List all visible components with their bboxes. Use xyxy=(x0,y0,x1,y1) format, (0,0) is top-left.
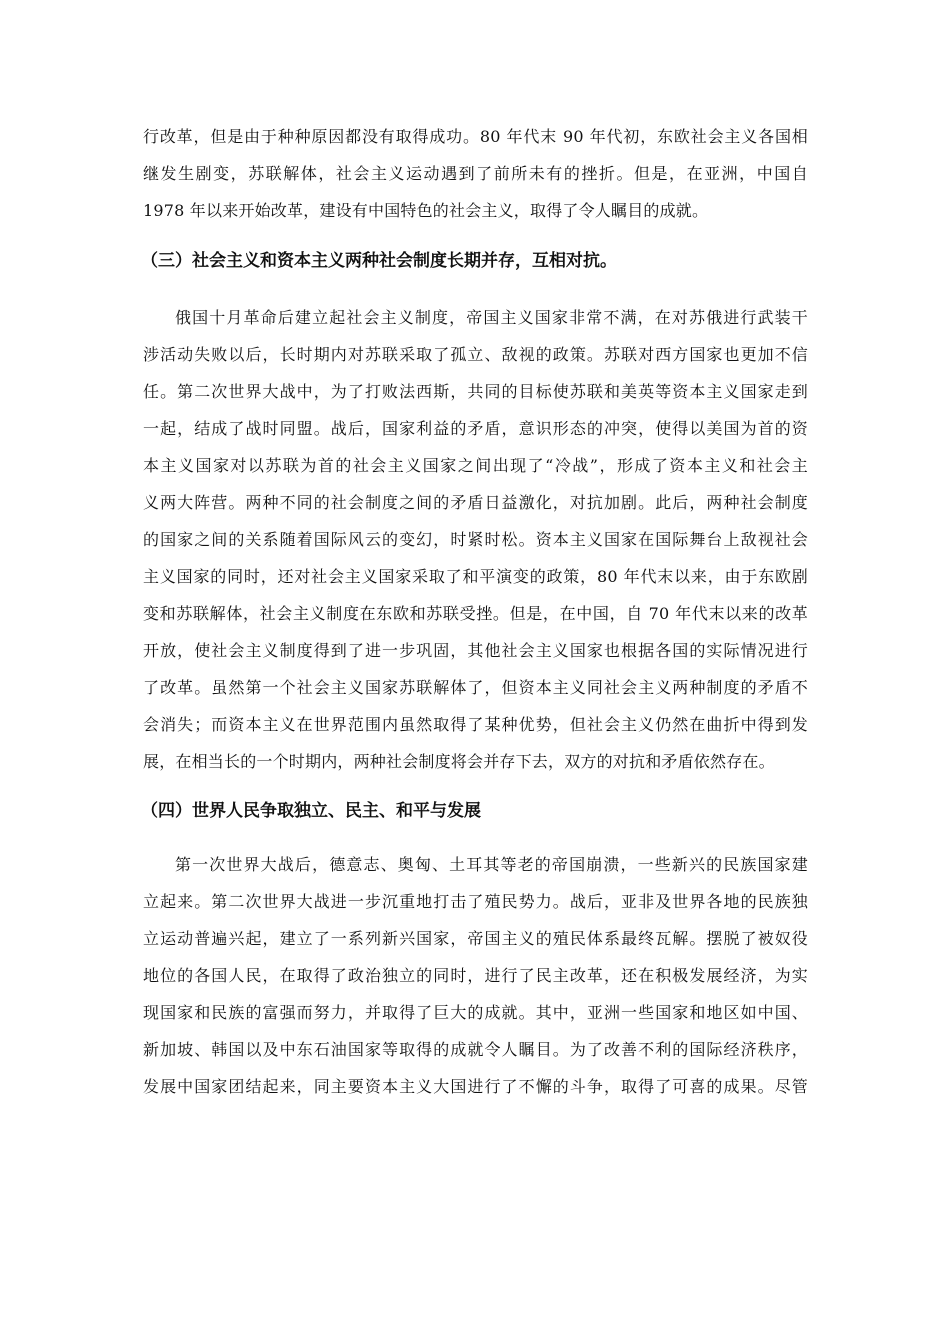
document-body xyxy=(143,118,808,1105)
text-line: 一起，结成了战时同盟。战后，国家利益的矛盾，意识形态的冲突，使得以美国为首的资 xyxy=(143,419,808,438)
text-line: 第一次世界大战后，德意志、奥匈、土耳其等老的帝国崩溃，一些新兴的民族国家建 xyxy=(175,855,808,874)
text-line: 立运动普遍兴起，建立了一系列新兴国家，帝国主义的殖民体系最终瓦解。摆脱了被奴役 xyxy=(143,929,808,948)
text-line: 主义国家的同时，还对社会主义国家采取了和平演变的政策，80 年代末以来，由于东欧剧 xyxy=(143,567,808,586)
text-line: 新加坡、韩国以及中东石油国家等取得的成就令人瞩目。为了改善不利的国际经济秩序， xyxy=(143,1040,808,1059)
text-line: 俄国十月革命后建立起社会主义制度，帝国主义国家非常不满，在对苏俄进行武装干 xyxy=(175,308,808,327)
text-line: 的国家之间的关系随着国际风云的变幻，时紧时松。资本主义国家在国际舞台上敌视社会 xyxy=(143,530,808,549)
text-line: 继发生剧变，苏联解体，社会主义运动遇到了前所未有的挫折。但是，在亚洲，中国自 xyxy=(143,164,808,183)
text-line: 任。第二次世界大战中，为了打败法西斯，共同的目标使苏联和美英等资本主义国家走到 xyxy=(143,382,808,401)
text-line: 发展中国家团结起来，同主要资本主义大国进行了不懈的斗争，取得了可喜的成果。尽管 xyxy=(143,1077,808,1096)
text-line: 行改革，但是由于种种原因都没有取得成功。80 年代末 90 年代初，东欧社会主义各国相 xyxy=(143,127,808,146)
text-line: 了改革。虽然第一个社会主义国家苏联解体了，但资本主义同社会主义两种制度的矛盾不 xyxy=(143,678,808,697)
text-line: 开放，使社会主义制度得到了进一步巩固，其他社会主义国家也根据各国的实际情况进行 xyxy=(143,641,808,660)
section-heading-3: （三）社会主义和资本主义两种社会制度长期并存，互相对抗。 xyxy=(141,251,617,271)
text-line: 会消失；而资本主义在世界范围内虽然取得了某种优势，但社会主义仍然在曲折中得到发 xyxy=(143,715,808,734)
text-line: 本主义国家对以苏联为首的社会主义国家之间出现了“冷战”，形成了资本主义和社会主 xyxy=(143,456,808,475)
text-line: 立起来。第二次世界大战进一步沉重地打击了殖民势力。战后，亚非及世界各地的民族独 xyxy=(143,892,808,911)
text-line: 涉活动失败以后，长时期内对苏联采取了孤立、敌视的政策。苏联对西方国家也更加不信 xyxy=(143,345,808,364)
text-line: 1978 年以来开始改革，建设有中国特色的社会主义，取得了令人瞩目的成就。 xyxy=(143,201,709,220)
paragraph-continuation xyxy=(143,118,808,229)
paragraph-coexistence xyxy=(143,299,808,780)
text-line: 现国家和民族的富强而努力，并取得了巨大的成就。其中，亚洲一些国家和地区如中国、 xyxy=(143,1003,808,1022)
text-line: 变和苏联解体，社会主义制度在东欧和苏联受挫。但是，在中国，自 70 年代末以来的改革 xyxy=(143,604,808,623)
paragraph-independence xyxy=(143,846,808,1105)
text-line: 展，在相当长的一个时期内，两种社会制度将会并存下去，双方的对抗和矛盾依然存在。 xyxy=(143,752,775,771)
text-line: 地位的各国人民，在取得了政治独立的同时，进行了民主改革，还在积极发展经济，为实 xyxy=(143,966,808,985)
section-heading-4: （四）世界人民争取独立、民主、和平与发展 xyxy=(141,801,481,821)
text-line: 义两大阵营。两种不同的社会制度之间的矛盾日益激化，对抗加剧。此后，两种社会制度 xyxy=(143,493,808,512)
